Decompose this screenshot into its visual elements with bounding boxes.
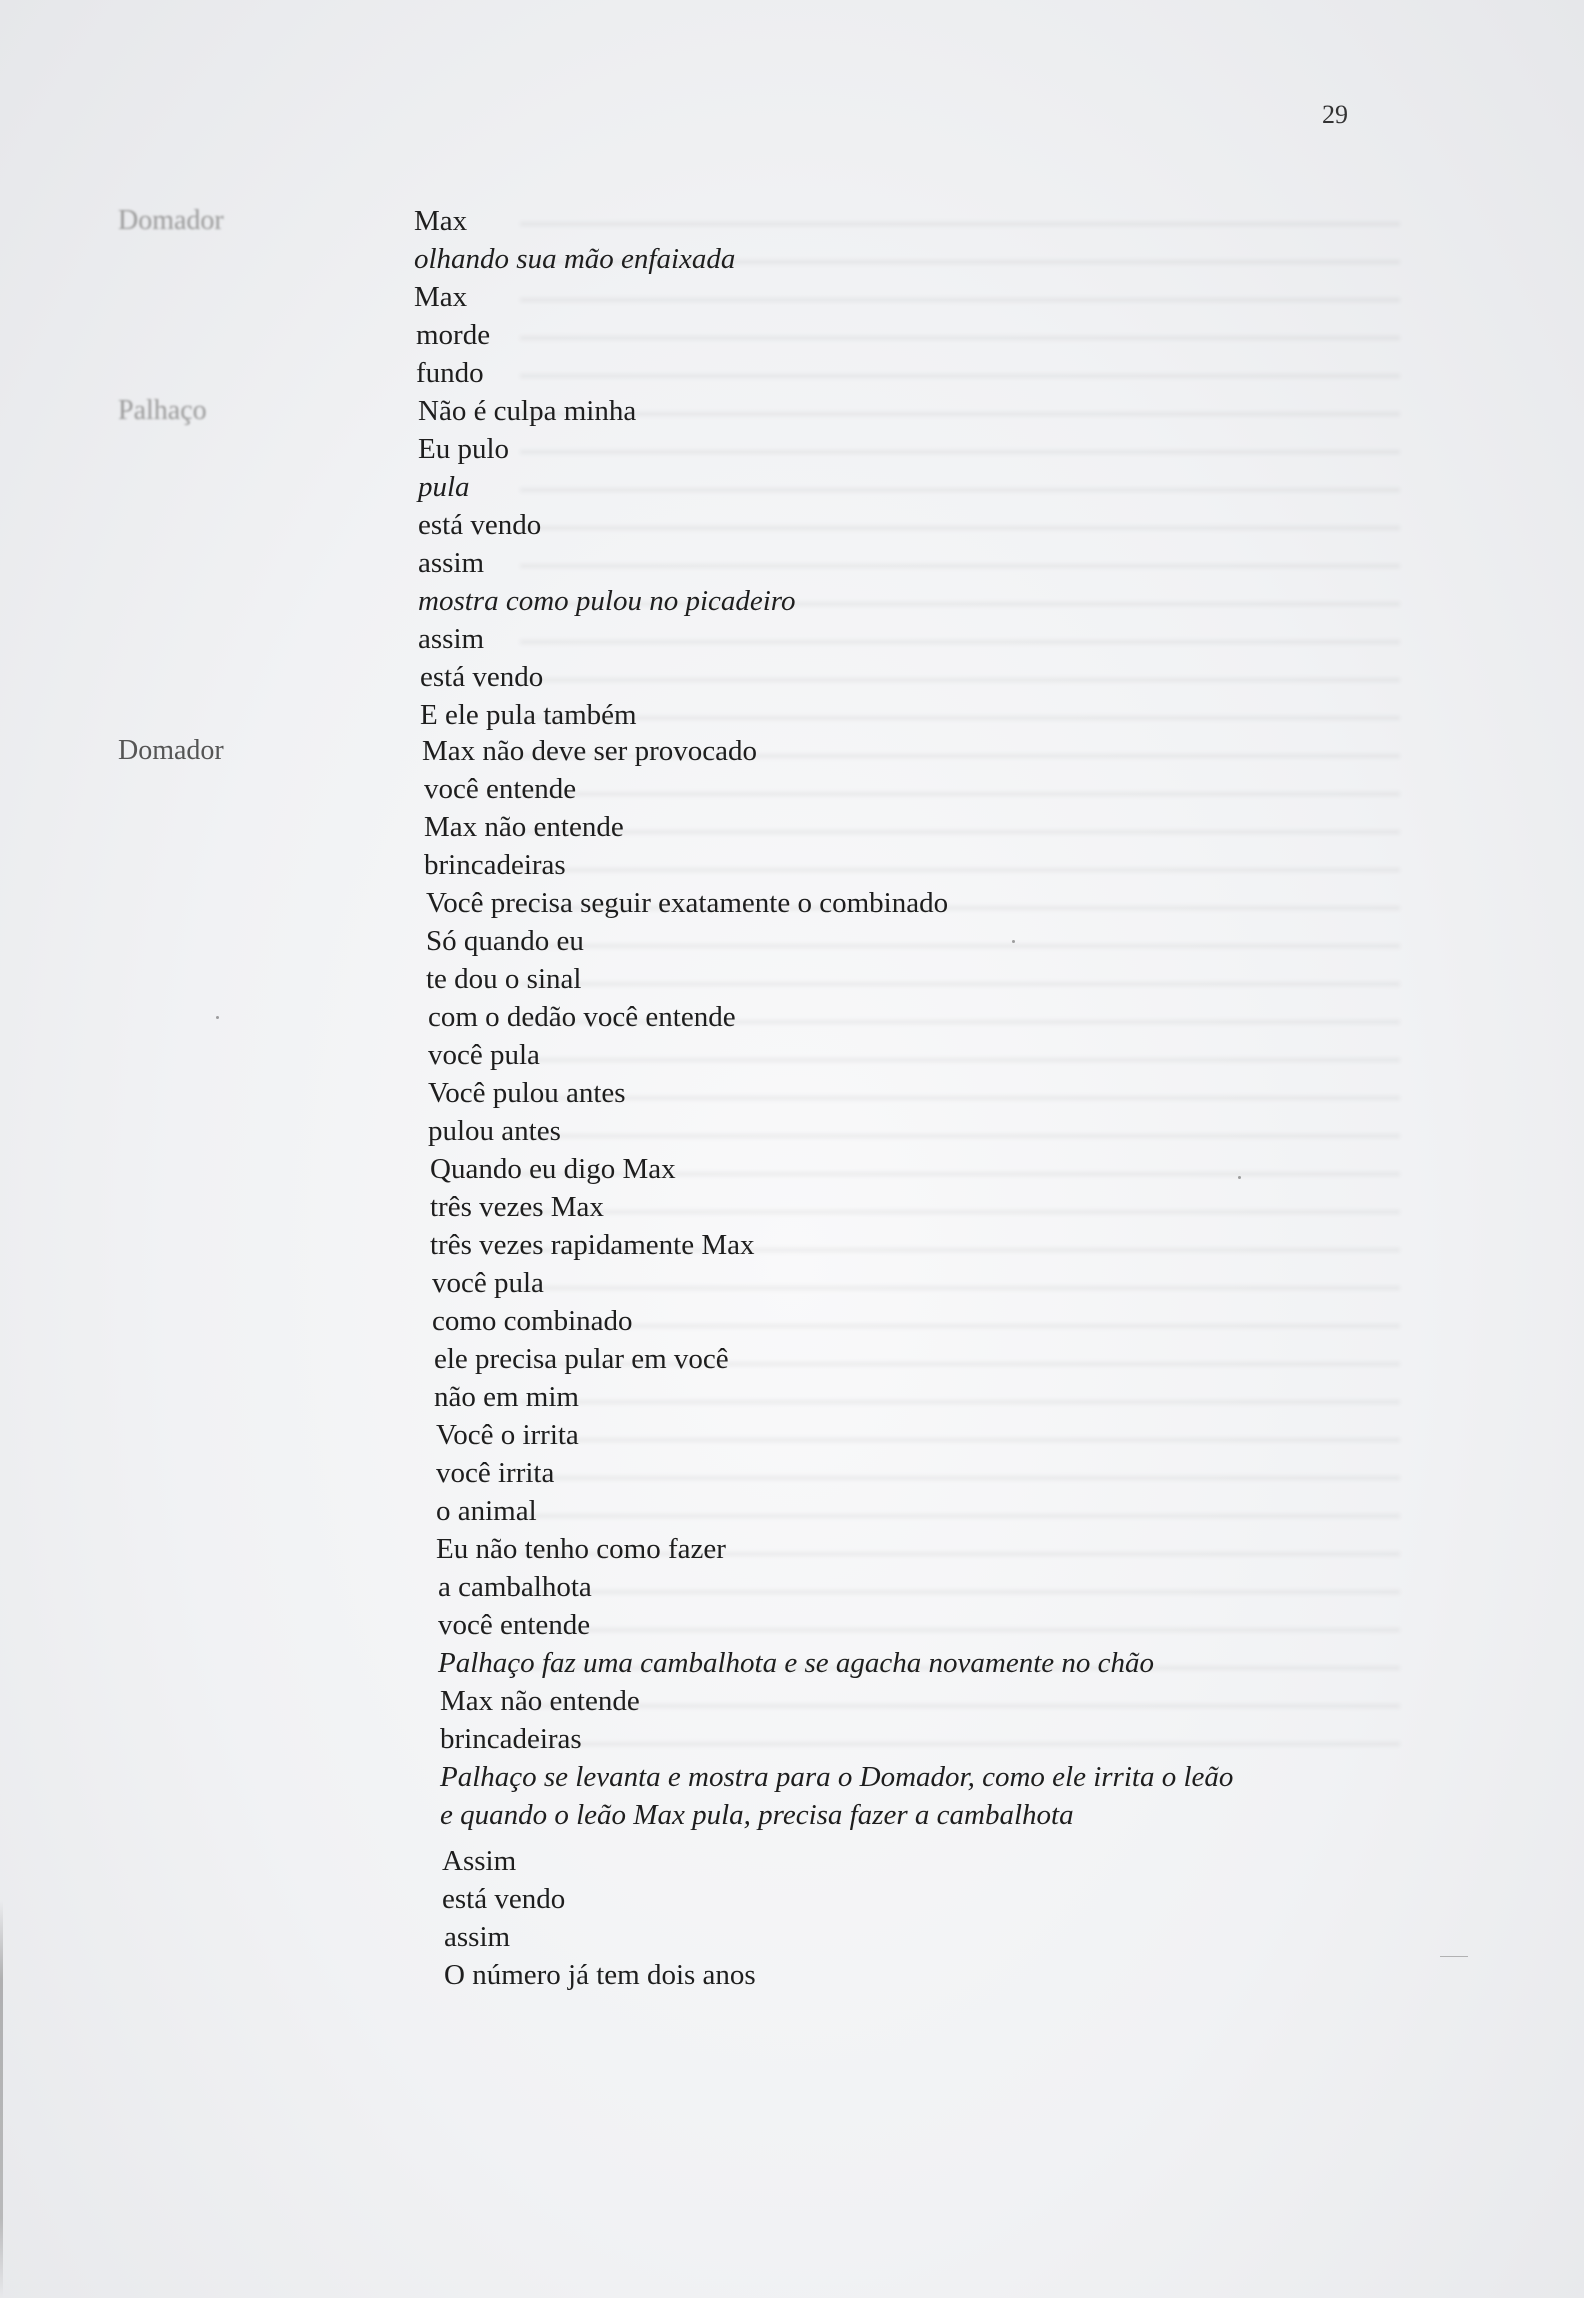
scan-speck [1238, 1176, 1241, 1179]
dialogue-line: você entende [438, 1609, 591, 1641]
dialogue-line: assim [418, 547, 485, 579]
dialogue-line: Max não deve ser provocado [422, 735, 757, 767]
dialogue-line: Max [414, 205, 468, 237]
dialogue-line: Assim [442, 1845, 517, 1877]
dialogue-line: está vendo [420, 661, 544, 693]
dialogue-line: três vezes rapidamente Max [430, 1229, 755, 1261]
dialogue-line: morde [416, 319, 491, 351]
dialogue-line: brincadeiras [424, 849, 566, 881]
dialogue-line: não em mim [434, 1381, 579, 1413]
dialogue-line: Quando eu digo Max [430, 1153, 676, 1185]
stage-direction: mostra como pulou no picadeiro [418, 585, 796, 617]
dialogue-line: Max não entende [424, 811, 624, 843]
binding-edge [0, 1900, 3, 2298]
dialogue-line: assim [444, 1921, 511, 1953]
dialogue-line: brincadeiras [440, 1723, 582, 1755]
stage-direction: olhando sua mão enfaixada [414, 243, 736, 275]
scan-speck [216, 1016, 219, 1019]
dialogue-line: está vendo [442, 1883, 566, 1915]
dialogue-line: você entende [424, 773, 577, 805]
page-number: 29 [1322, 100, 1348, 129]
dialogue-line: E ele pula também [420, 699, 637, 731]
dialogue-line: três vezes Max [430, 1191, 604, 1223]
scan-speck [1012, 940, 1015, 943]
dialogue-line: Você pulou antes [428, 1077, 626, 1109]
dialogue-line: a cambalhota [438, 1571, 592, 1603]
dialogue-line: está vendo [418, 509, 542, 541]
dialogue-line: como combinado [432, 1305, 633, 1337]
dialogue-line: Não é culpa minha [418, 395, 637, 427]
dialogue-line: Max não entende [440, 1685, 640, 1717]
dialogue-line: você irrita [436, 1457, 555, 1489]
dialogue-line: Você o irrita [436, 1419, 579, 1451]
dialogue-line: o animal [436, 1495, 537, 1527]
dialogue-line: você pula [428, 1039, 540, 1071]
dialogue-line: assim [418, 623, 485, 655]
dialogue-line: Eu não tenho como fazer [436, 1533, 726, 1565]
scan-mark [1440, 1956, 1468, 1957]
speaker-palhaco: Palhaço [118, 395, 207, 426]
dialogue-line: Eu pulo [418, 433, 510, 465]
dialogue-line: ele precisa pular em você [434, 1343, 729, 1375]
dialogue-line: você pula [432, 1267, 544, 1299]
speaker-domador: Domador [118, 735, 224, 766]
stage-direction: Palhaço faz uma cambalhota e se agacha novamente no chão [438, 1647, 1154, 1679]
stage-direction: pula [418, 471, 470, 503]
bleed-through-text [520, 200, 1400, 1760]
dialogue-line: pulou antes [428, 1115, 561, 1147]
dialogue-line: Você precisa seguir exatamente o combinado [426, 887, 949, 919]
stage-direction: e quando o leão Max pula, precisa fazer a cambalhota [440, 1799, 1074, 1831]
stage-direction: Palhaço se levanta e mostra para o Domador, como ele irrita o leão [440, 1761, 1234, 1793]
dialogue-line: Só quando eu [426, 925, 584, 957]
speaker-domador: Domador [118, 205, 224, 236]
dialogue-line: te dou o sinal [426, 963, 582, 995]
dialogue-line: com o dedão você entende [428, 1001, 736, 1033]
dialogue-line: fundo [416, 357, 484, 389]
dialogue-line: O número já tem dois anos [444, 1959, 756, 1991]
dialogue-line: Max [414, 281, 468, 313]
